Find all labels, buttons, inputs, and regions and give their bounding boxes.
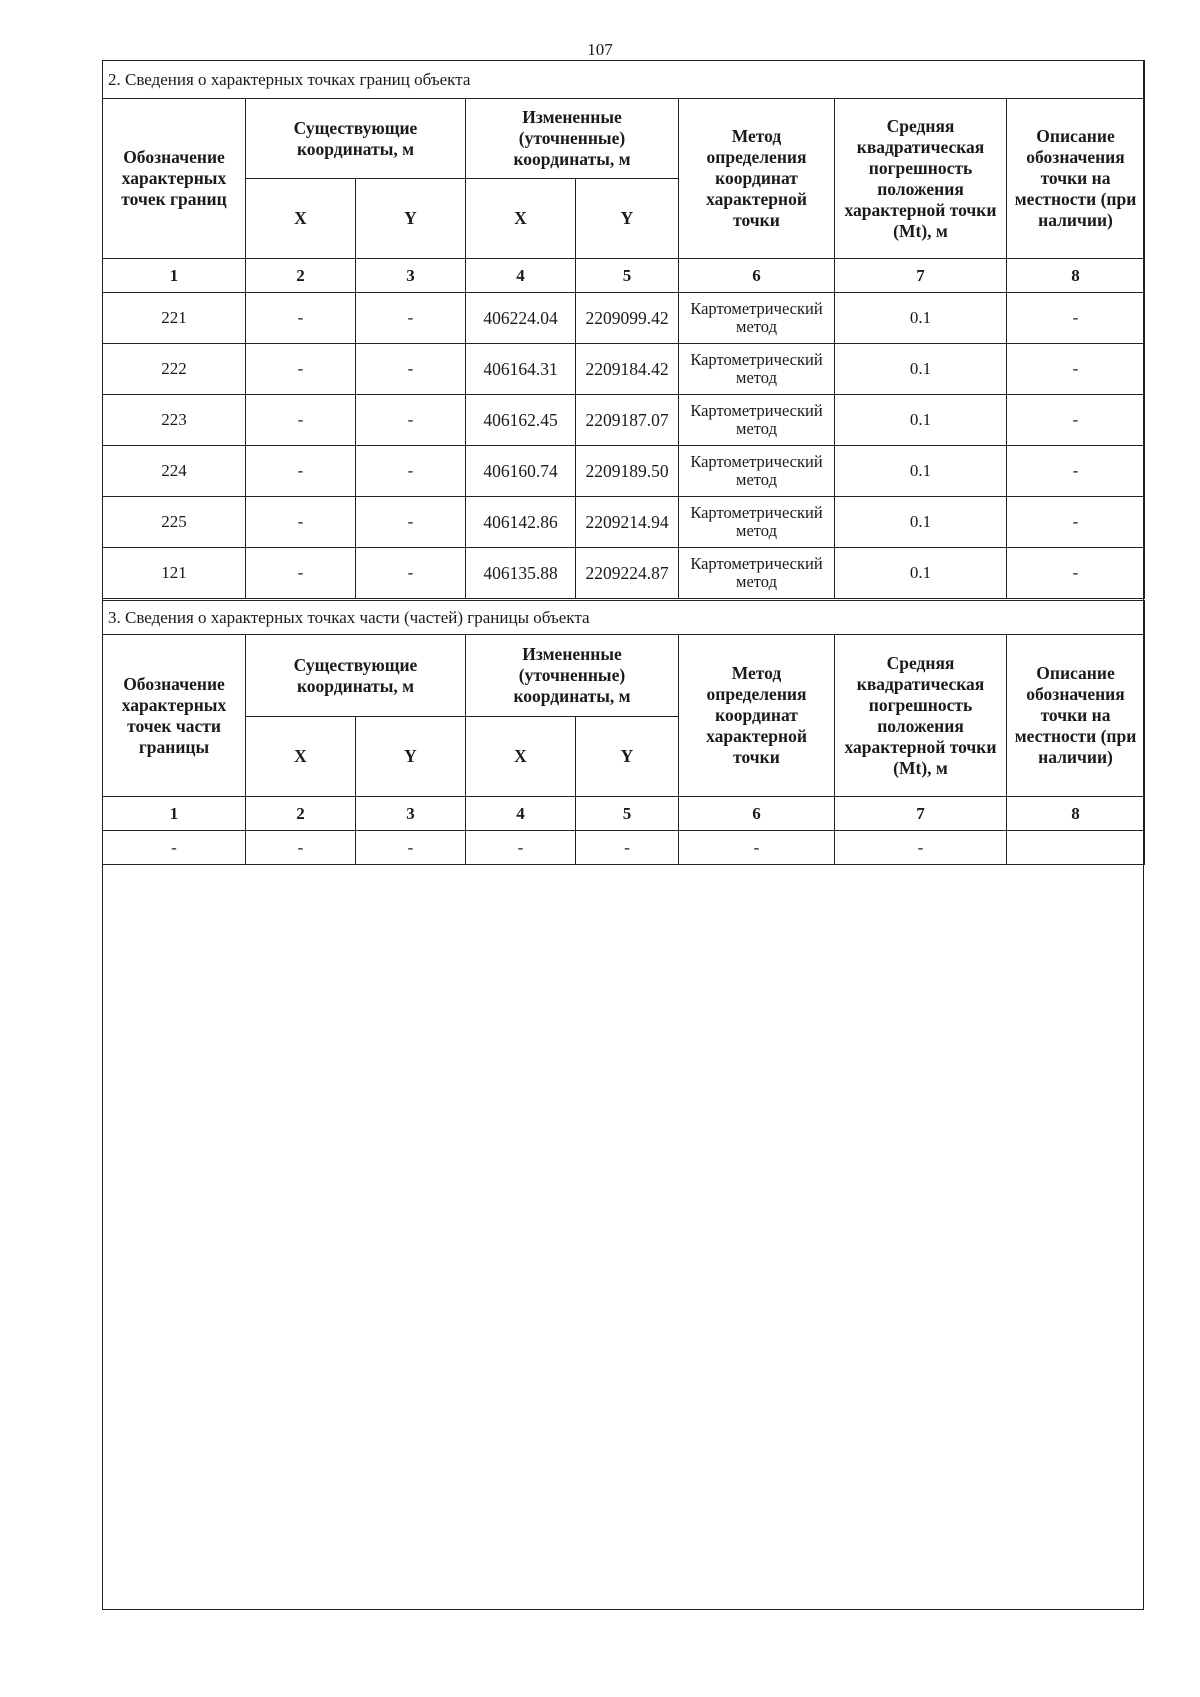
existing-x-cell: - — [246, 831, 356, 865]
column-number: 7 — [835, 259, 1007, 293]
header-point-designation: Обозначение характерных точек части границы — [103, 635, 246, 797]
method-cell: Картометрический метод — [679, 293, 835, 344]
column-number: 5 — [576, 259, 679, 293]
existing-x-cell: - — [246, 293, 356, 344]
header-description: Описание обозначения точки на местности (при наличии) — [1007, 635, 1145, 797]
changed-x-cell: - — [466, 831, 576, 865]
method-cell: Картометрический метод — [679, 395, 835, 446]
description-cell: - — [1007, 395, 1145, 446]
header-changed-x: X — [466, 717, 576, 797]
changed-x-cell: 406142.86 — [466, 497, 576, 548]
description-cell: - — [1007, 548, 1145, 599]
column-number: 4 — [466, 797, 576, 831]
error-cell: 0.1 — [835, 497, 1007, 548]
header-existing-x: X — [246, 717, 356, 797]
error-cell: 0.1 — [835, 446, 1007, 497]
point-cell: - — [103, 831, 246, 865]
description-cell: - — [1007, 293, 1145, 344]
boundary-part-points-table — [102, 600, 1145, 865]
method-cell: - — [679, 831, 835, 865]
header-method: Метод определения координат характерной точки — [679, 635, 835, 797]
point-cell: 224 — [103, 446, 246, 497]
changed-y-cell: 2209224.87 — [576, 548, 679, 599]
header-existing-x: X — [246, 179, 356, 259]
changed-y-cell: 2209189.50 — [576, 446, 679, 497]
point-cell: 225 — [103, 497, 246, 548]
changed-x-cell: 406164.31 — [466, 344, 576, 395]
header-changed-x: X — [466, 179, 576, 259]
section-title: 2. Сведения о характерных точках границ объекта — [103, 61, 1145, 99]
existing-x-cell: - — [246, 446, 356, 497]
header-existing-y: Y — [356, 717, 466, 797]
error-cell: 0.1 — [835, 344, 1007, 395]
changed-x-cell: 406162.45 — [466, 395, 576, 446]
header-point-designation: Обозначение характерных точек границ — [103, 99, 246, 259]
description-cell: - — [1007, 446, 1145, 497]
column-number: 8 — [1007, 797, 1145, 831]
column-number: 8 — [1007, 259, 1145, 293]
existing-y-cell: - — [356, 395, 466, 446]
description-cell: - — [1007, 344, 1145, 395]
table-row — [103, 831, 1145, 865]
method-cell: Картометрический метод — [679, 344, 835, 395]
header-description: Описание обозначения точки на местности (при наличии) — [1007, 99, 1145, 259]
column-number: 3 — [356, 797, 466, 831]
column-number: 1 — [103, 259, 246, 293]
header-existing-y: Y — [356, 179, 466, 259]
column-number: 2 — [246, 797, 356, 831]
boundary-points-table — [102, 60, 1145, 599]
method-cell: Картометрический метод — [679, 497, 835, 548]
changed-x-cell: 406224.04 — [466, 293, 576, 344]
existing-y-cell: - — [356, 548, 466, 599]
point-cell: 121 — [103, 548, 246, 599]
header-changed-coordinates: Измененные (уточненные) координаты, м — [466, 99, 679, 179]
column-number: 6 — [679, 259, 835, 293]
existing-y-cell: - — [356, 344, 466, 395]
error-cell: - — [835, 831, 1007, 865]
existing-y-cell: - — [356, 497, 466, 548]
table-row — [103, 344, 1145, 395]
changed-y-cell: 2209099.42 — [576, 293, 679, 344]
description-cell — [1007, 831, 1145, 865]
header-changed-coordinates: Измененные (уточненные) координаты, м — [466, 635, 679, 717]
column-number: 7 — [835, 797, 1007, 831]
changed-x-cell: 406160.74 — [466, 446, 576, 497]
page-number: 107 — [587, 40, 613, 59]
header-error: Средняя квадратическая погрешность положения характерной точки (Mt), м — [835, 99, 1007, 259]
method-cell: Картометрический метод — [679, 446, 835, 497]
existing-y-cell: - — [356, 293, 466, 344]
point-cell: 223 — [103, 395, 246, 446]
header-method: Метод определения координат характерной точки — [679, 99, 835, 259]
description-cell: - — [1007, 497, 1145, 548]
table-row — [103, 446, 1145, 497]
header-error: Средняя квадратическая погрешность положения характерной точки (Mt), м — [835, 635, 1007, 797]
table-row — [103, 548, 1145, 599]
point-cell: 222 — [103, 344, 246, 395]
column-number: 4 — [466, 259, 576, 293]
changed-y-cell: 2209184.42 — [576, 344, 679, 395]
method-cell: Картометрический метод — [679, 548, 835, 599]
header-changed-y: Y — [576, 717, 679, 797]
changed-y-cell: 2209214.94 — [576, 497, 679, 548]
header-changed-y: Y — [576, 179, 679, 259]
column-number: 3 — [356, 259, 466, 293]
existing-y-cell: - — [356, 446, 466, 497]
point-cell: 221 — [103, 293, 246, 344]
header-existing-coordinates: Существующие координаты, м — [246, 99, 466, 179]
error-cell: 0.1 — [835, 293, 1007, 344]
existing-x-cell: - — [246, 548, 356, 599]
changed-y-cell: - — [576, 831, 679, 865]
existing-x-cell: - — [246, 344, 356, 395]
existing-x-cell: - — [246, 497, 356, 548]
section-title: 3. Сведения о характерных точках части (частей) границы объекта — [103, 601, 1145, 635]
table-row — [103, 497, 1145, 548]
column-number: 5 — [576, 797, 679, 831]
column-number: 2 — [246, 259, 356, 293]
table-row — [103, 395, 1145, 446]
column-number: 1 — [103, 797, 246, 831]
header-existing-coordinates: Существующие координаты, м — [246, 635, 466, 717]
changed-y-cell: 2209187.07 — [576, 395, 679, 446]
error-cell: 0.1 — [835, 395, 1007, 446]
changed-x-cell: 406135.88 — [466, 548, 576, 599]
existing-x-cell: - — [246, 395, 356, 446]
column-number: 6 — [679, 797, 835, 831]
error-cell: 0.1 — [835, 548, 1007, 599]
table-row — [103, 293, 1145, 344]
existing-y-cell: - — [356, 831, 466, 865]
